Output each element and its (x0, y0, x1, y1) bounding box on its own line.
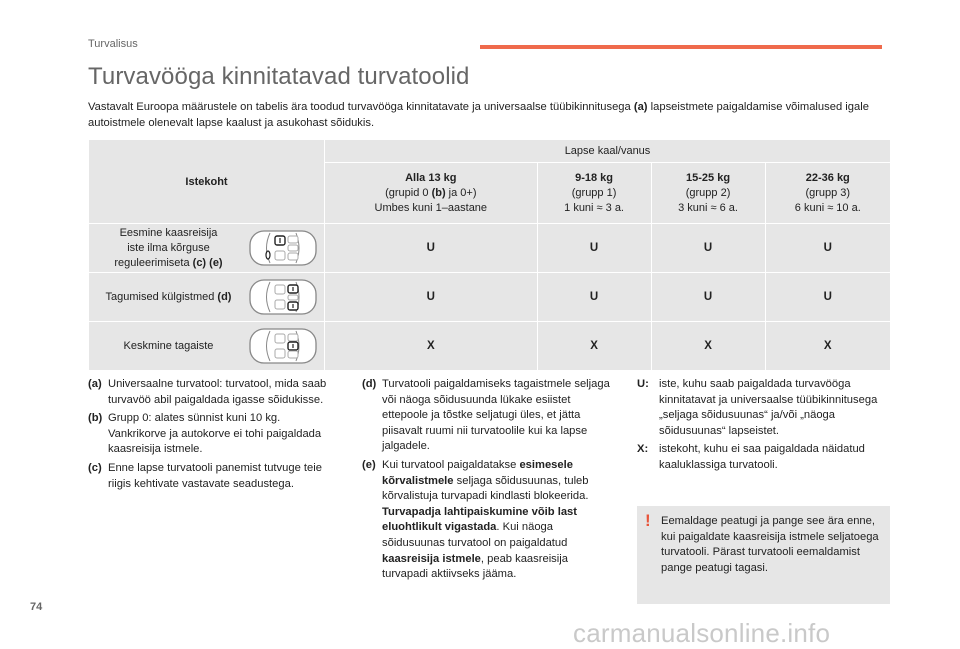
note-a: (a) Universaalne turvatool: turvatool, mida saab turvavöö abil paigaldada igasse sõidukisse. (88, 378, 327, 406)
position-label: Tagumised külgistmed (d) (105, 290, 232, 303)
column-header-group-2 (651, 163, 765, 224)
car-rear-middle-seat-icon (248, 326, 318, 366)
cell-value: U (765, 224, 890, 273)
cell-value: X (537, 322, 651, 371)
weight-label: 9-18 kg (575, 171, 614, 184)
cell-value: U (325, 224, 538, 273)
position-cell (89, 273, 325, 322)
notes-column-1 (88, 377, 338, 492)
cell-value: X (651, 322, 765, 371)
age-label: 1 kuni ≈ 3 a. (564, 201, 624, 214)
position-cell (89, 224, 325, 273)
intro-paragraph (88, 99, 878, 131)
car-front-passenger-seat-icon (248, 228, 318, 268)
warning-text: Eemaldage peatugi ja pange see ära enne, kui paigaldate kaasreisija istmele seljatoega turvatooli. Pärast turvatooli eemaldamist pange peatugi tagasi. (661, 515, 879, 574)
note-c: (c) Enne lapse turvatooli panemist tutvuge teie riigis kehtivate vastavate seadustega. (88, 461, 322, 490)
intro-ref: (a) (633, 101, 648, 113)
position-header: Istekoht (89, 140, 325, 224)
age-label: 6 kuni ≈ 10 a. (794, 201, 861, 214)
notes-column-3 (637, 377, 890, 474)
warning-box (637, 506, 890, 604)
note-e: (e) Kui turvatool paigaldatakse esimesele kõrvalistmele seljaga sõidusuunas, tuleb kõrvalistuja turvapadi kindlasti blokeerida. Turvapadja lahtipaiskumine võib last eluohtlikult vigastada. Kui näoga sõidusuunas turvatool on paigaldatud kaasreisija istmele, peab kaasreisija turvapadi aktiivseks jääma. (362, 458, 589, 581)
age-label: 3 kuni ≈ 6 a. (678, 201, 738, 214)
cell-value: U (651, 273, 765, 322)
cell-value: X (325, 322, 538, 371)
cell-value: U (765, 273, 890, 322)
section-accent-bar (480, 45, 882, 49)
position-cell (89, 322, 325, 371)
group-label: (grupp 3) (805, 186, 851, 199)
cell-value: U (651, 224, 765, 273)
note-x: X: istekoht, kuhu ei saa paigaldada näidatud kaaluklassiga turvatooli. (637, 443, 865, 471)
cell-value: U (537, 273, 651, 322)
weight-label: Alla 13 kg (405, 171, 457, 184)
column-header-group-0 (325, 163, 538, 224)
cell-value: X (765, 322, 890, 371)
note-b: (b) Grupp 0: alates sünnist kuni 10 kg. Vankrikorve ja autokorve ei tohi paigaldada kaasreisija istmele. (88, 412, 322, 456)
position-label: Keskmine tagaiste (123, 339, 214, 352)
weight-label: 15-25 kg (686, 171, 731, 184)
cell-value: U (325, 273, 538, 322)
cell-value: U (537, 224, 651, 273)
exclamation-icon: ! (645, 511, 651, 530)
intro-text-after: lapseistmete paigaldamise võimalused igale autoistmele olenevalt lapse kaalust ja asukohast sõidukis. (88, 101, 869, 129)
group-header: Lapse kaal/vanus (325, 140, 891, 163)
column-header-group-1 (537, 163, 651, 224)
note-d: (d) Turvatooli paigaldamiseks tagaistmele seljaga või näoga sõidusuunda lükake esiistet ettepoole ja tõstke seljatugi üles, et jätta piisavalt ruumi nii turvatoolile kui ka lapse jalgadele. (362, 378, 610, 453)
page-title: Turvavööga kinnitatavad turvatoolid (88, 63, 470, 90)
note-u: U: iste, kuhu saab paigaldada turvavööga kinnitatavat ja universaalse tüübikinnitusega „seljaga sõidusuunas“ ja/või „näoga sõidusuunas“ lapseistet. (637, 378, 878, 437)
column-header-group-3 (765, 163, 890, 224)
car-rear-side-seats-icon (248, 277, 318, 317)
age-label: Umbes kuni 1–aastane (374, 201, 488, 214)
seat-compatibility-table (88, 139, 891, 371)
table-row-rear-middle (89, 322, 891, 371)
table-row-front-passenger (89, 224, 891, 273)
group-label: (grupp 2) (685, 186, 731, 199)
group-label: (grupid 0 (b) ja 0+) (385, 186, 477, 199)
table-header-row (89, 140, 891, 163)
table-row-rear-side (89, 273, 891, 322)
intro-text-before: Vastavalt Euroopa määrustele on tabelis ära toodud turvavööga kinnitatavate ja universaalse tüübikinnitusega (88, 101, 634, 113)
page-number: 74 (30, 601, 43, 613)
position-label: Eesmine kaasreisija iste ilma kõrguse reguleerimiseta (c) (e) (114, 226, 223, 269)
weight-label: 22-36 kg (805, 171, 850, 184)
group-label: (grupp 1) (571, 186, 617, 199)
section-label: Turvalisus (88, 38, 138, 50)
watermark: carmanualsonline.info (573, 618, 831, 648)
notes-column-2 (362, 377, 612, 583)
